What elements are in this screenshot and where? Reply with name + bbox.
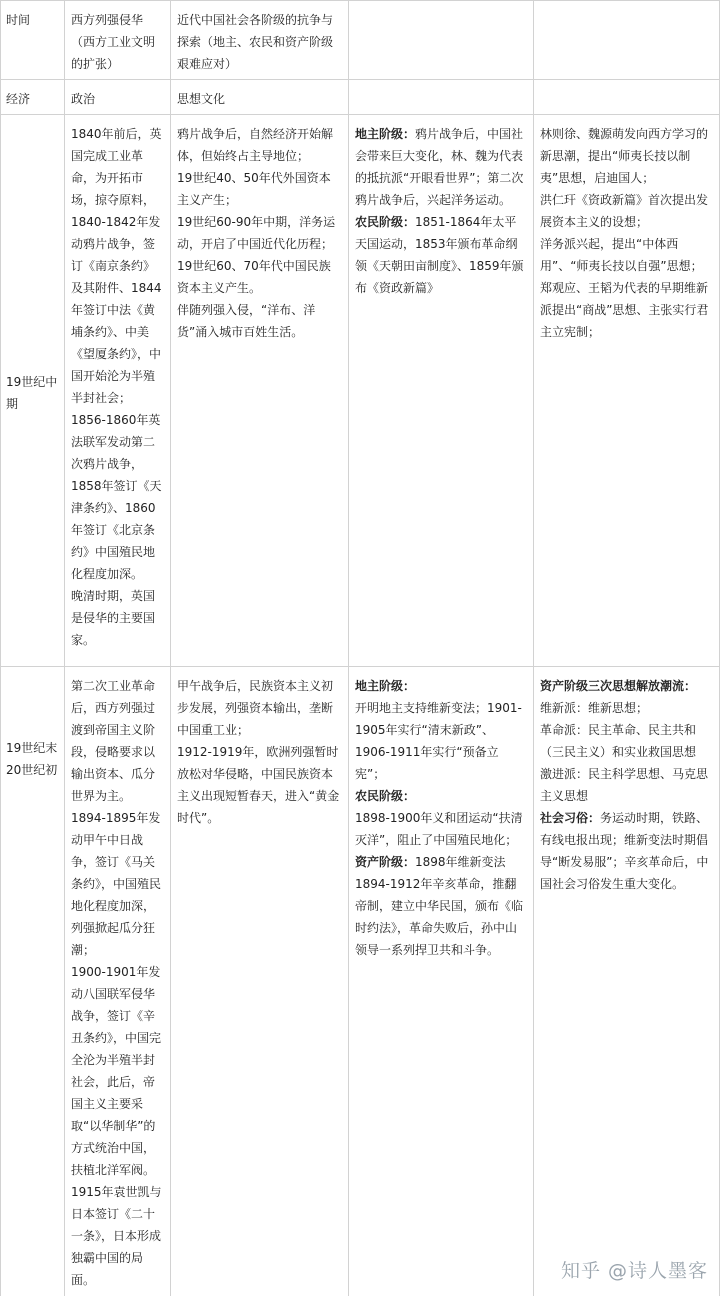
thought-para bbox=[540, 719, 713, 763]
politics-para bbox=[355, 675, 527, 697]
class-label: 农民阶级： bbox=[355, 215, 416, 229]
west-para: 1840年前后，英国完成工业革命，为开拓市场，掠夺原料，1840-1842年发动鸦片战争，签订《南京条约》及其附件、1844年签订中法《黄埔条约》、中美《望厦条约》，中国开始沦为半殖半封社会； bbox=[71, 127, 162, 405]
subheader-empty-2 bbox=[534, 80, 720, 115]
subheader-thought: 思想文化 bbox=[171, 80, 349, 115]
subheader-economy: 经济 bbox=[1, 80, 65, 115]
politics-text: 1851-1864年太平天国运动，1853年颁布革命纲领《天朝田亩制度》、1859年颁布《资政新篇》 bbox=[355, 215, 524, 295]
thought-cell bbox=[534, 667, 720, 1296]
politics-para bbox=[355, 807, 527, 851]
politics-cell bbox=[349, 115, 534, 667]
header-empty-2 bbox=[534, 1, 720, 80]
thought-cell bbox=[534, 115, 720, 667]
west-para: 第二次工业革命后，西方列强过渡到帝国主义阶段，侵略要求以输出资本、瓜分世界为主。 bbox=[71, 679, 156, 803]
politics-text: 鸦片战争后，中国社会带来巨大变化，林、魏为代表的抵抗派“开眼看世界”；第二次鸦片战争后，兴起洋务运动。 bbox=[355, 127, 524, 207]
politics-para bbox=[355, 697, 527, 785]
economy-para: 19世纪40、50年代外国资本主义产生； bbox=[177, 171, 331, 207]
header-empty-1 bbox=[349, 1, 534, 80]
thought-text: 革命派：民主革命、民主共和（三民主义）和实业救国思想 bbox=[540, 723, 697, 759]
thought-text: 务运动时期，铁路、有线电报出现；维新变法时期倡导“断发易服”；辛亥革命后，中国社会习俗发生重大变化。 bbox=[540, 811, 709, 891]
zhihu-watermark: 知乎 @诗人墨客 bbox=[560, 1260, 708, 1282]
politics-text: 开明地主支持维新变法；1901-1905年实行“清末新政”、1906-1911年实行“预备立宪”； bbox=[355, 701, 522, 781]
subheader-politics: 政治 bbox=[65, 80, 171, 115]
economy-cell bbox=[171, 115, 349, 667]
economy-para: 1912-1919年，欧洲列强暂时放松对华侵略，中国民族资本主义出现短暂春天，进入“黄金时代”。 bbox=[177, 745, 340, 825]
thought-label: 资产阶级三次思想解放潮流： bbox=[540, 679, 697, 693]
thought-para bbox=[540, 697, 713, 719]
subheader-row bbox=[1, 80, 720, 115]
politics-text: 1898-1900年义和团运动“扶清灭洋”，阻止了中国殖民地化； bbox=[355, 811, 523, 847]
economy-para: 伴随列强入侵，“洋布、洋货”涌入城市百姓生活。 bbox=[177, 303, 316, 339]
west-para: 1856-1860年英法联军发动第二次鸦片战争，1858年签订《天津条约》、1860年签订《北京条约》中国殖民地化程度加深。 bbox=[71, 413, 162, 581]
class-label: 农民阶级： bbox=[355, 789, 416, 803]
table-row bbox=[1, 115, 720, 667]
thought-para: 林则徐、魏源萌发向西方学习的新思潮，提出“师夷长技以制夷”思想，启迪国人； bbox=[540, 127, 709, 185]
thought-para bbox=[540, 807, 713, 895]
west-cell bbox=[65, 667, 171, 1296]
west-para: 1915年袁世凯与日本签订《二十一条》，日本形成独霸中国的局面。 bbox=[71, 1185, 162, 1287]
economy-para: 19世纪60、70年代中国民族资本主义产生。 bbox=[177, 259, 331, 295]
politics-para bbox=[355, 123, 527, 211]
politics-cell bbox=[349, 667, 534, 1296]
table-row bbox=[1, 667, 720, 1296]
west-para: 晚清时期，英国是侵华的主要国家。 bbox=[71, 589, 156, 647]
thought-para: 郑观应、王韬为代表的早期维新派提出“商战”思想、主张实行君主立宪制； bbox=[540, 281, 709, 339]
economy-para: 19世纪60-90年中期，洋务运动，开启了中国近代化历程； bbox=[177, 215, 336, 251]
politics-para bbox=[355, 211, 527, 299]
subheader-empty-1 bbox=[349, 80, 534, 115]
politics-para bbox=[355, 851, 527, 961]
header-west: 西方列强侵华（西方工业文明的扩张） bbox=[65, 1, 171, 80]
class-label: 地主阶级： bbox=[355, 127, 416, 141]
header-society: 近代中国社会各阶级的抗争与探索（地主、农民和资产阶级艰难应对） bbox=[171, 1, 349, 80]
economy-para: 鸦片战争后，自然经济开始解体，但始终占主导地位； bbox=[177, 127, 334, 163]
thought-text: 激进派：民主科学思想、马克思主义思想 bbox=[540, 767, 709, 803]
economy-cell bbox=[171, 667, 349, 1296]
period-cell: 19世纪末20世纪初 bbox=[1, 667, 65, 1296]
politics-text: 1898年维新变法 1894-1912年辛亥革命，推翻帝制，建立中华民国，颁布《临时约法》，革命失败后，孙中山领导一系列捍卫共和斗争。 bbox=[355, 855, 524, 957]
period-cell: 19世纪中期 bbox=[1, 115, 65, 667]
economy-para: 甲午战争后，民族资本主义初步发展，列强资本输出，垄断中国重工业； bbox=[177, 679, 334, 737]
west-para: 1894-1895年发动甲午中日战争，签订《马关条约》，中国殖民地化程度加深，列强掀起瓜分狂潮； bbox=[71, 811, 162, 957]
header-time: 时间 bbox=[1, 1, 65, 80]
class-label: 地主阶级： bbox=[355, 679, 416, 693]
thought-para: 洋务派兴起，提出“中体西用”、“师夷长技以自强”思想； bbox=[540, 237, 703, 273]
thought-para: 洪仁玕《资政新篇》首次提出发展资本主义的设想； bbox=[540, 193, 709, 229]
header-row bbox=[1, 1, 720, 80]
west-cell bbox=[65, 115, 171, 667]
class-label: 资产阶级： bbox=[355, 855, 416, 869]
thought-text: 维新派：维新思想； bbox=[540, 701, 649, 715]
thought-label: 社会习俗： bbox=[540, 811, 601, 825]
thought-para bbox=[540, 763, 713, 807]
west-para: 1900-1901年发动八国联军侵华战争，签订《辛丑条约》，中国完全沦为半殖半封社会，此后，帝国主义主要采取“以华制华”的方式统治中国，扶植北洋军阀。 bbox=[71, 965, 162, 1177]
politics-para bbox=[355, 785, 527, 807]
thought-para bbox=[540, 675, 713, 697]
